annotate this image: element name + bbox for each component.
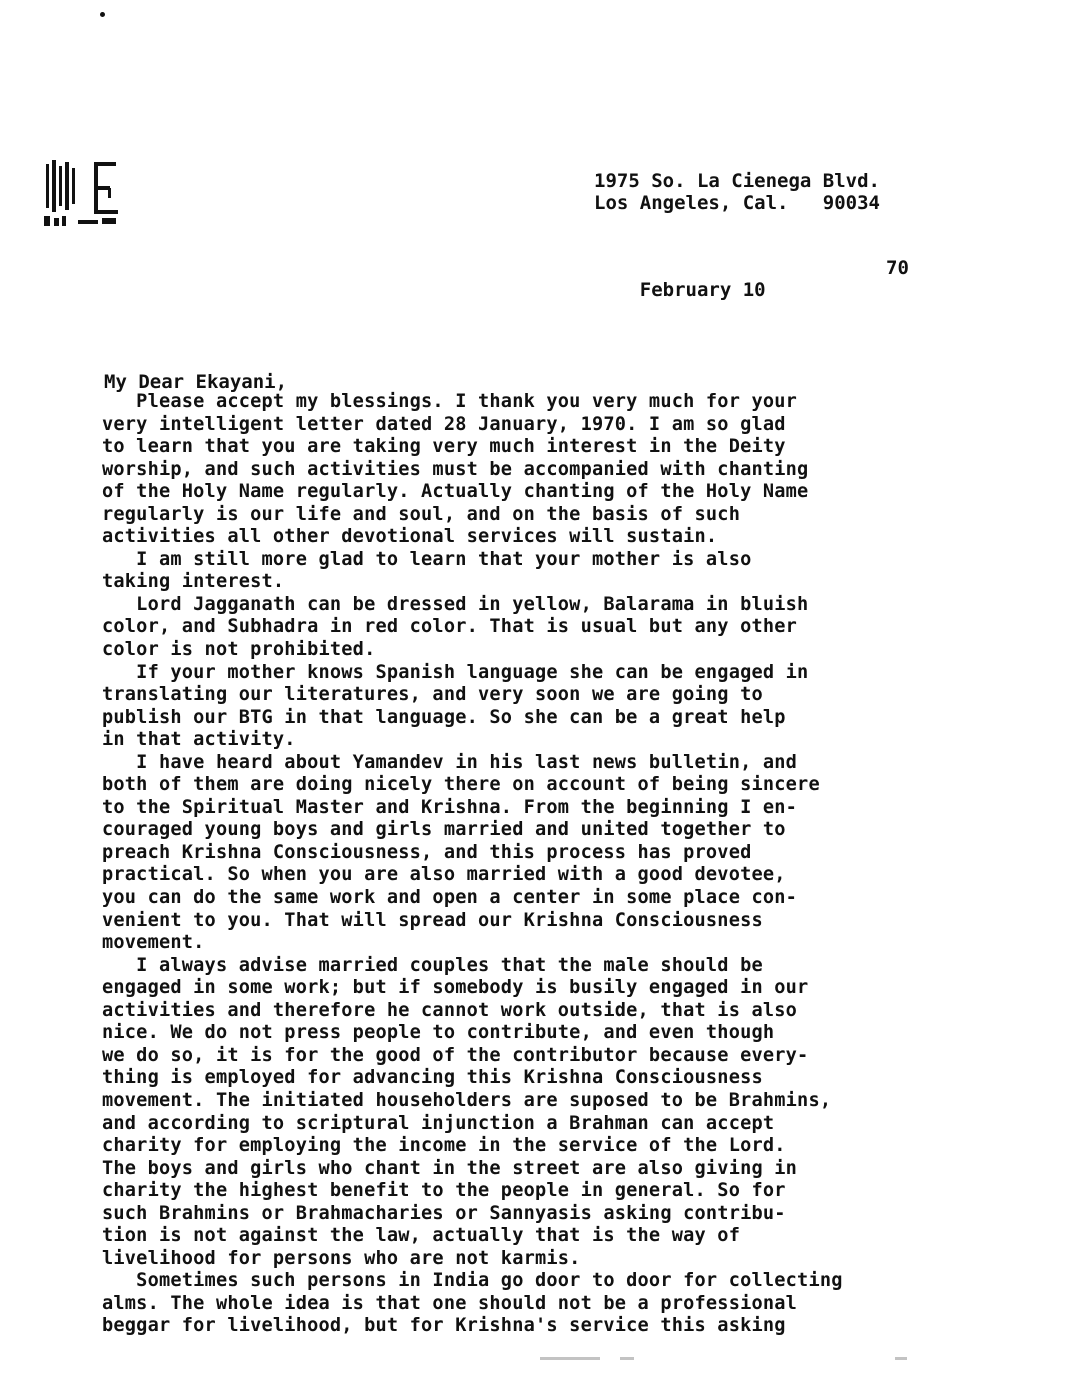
body-line: you can do the same work and open a center in some place con- bbox=[102, 887, 798, 909]
body-line: beggar for livelihood, but for Krishna's service this asking bbox=[102, 1315, 786, 1337]
body-line: alms. The whole idea is that one should not be a professional bbox=[102, 1292, 798, 1314]
body-line: tion is not against the law, actually that is the way of bbox=[102, 1225, 741, 1247]
address-line-1: 1975 So. La Cienega Blvd. bbox=[594, 170, 880, 192]
body-line: publish our BTG in that language. So she can be a great help bbox=[102, 706, 786, 728]
address-line-2: Los Angeles, Cal. 90034 bbox=[594, 192, 880, 214]
body-line: color is not prohibited. bbox=[102, 639, 376, 661]
body-line: such Brahmins or Brahmacharies or Sannyasis asking contribu- bbox=[102, 1202, 786, 1224]
body-line: charity for employing the income in the service of the Lord. bbox=[102, 1135, 786, 1157]
body-line: nice. We do not press people to contribute, and even though bbox=[102, 1022, 775, 1044]
body-line: venient to you. That will spread our Krishna Consciousness bbox=[102, 909, 763, 931]
bottom-smudge bbox=[620, 1357, 634, 1360]
body-line: worship, and such activities must be accompanied with chanting bbox=[102, 458, 809, 480]
bottom-smudge bbox=[540, 1357, 600, 1360]
salutation: My Dear Ekayani, bbox=[104, 371, 288, 393]
body-line: I have heard about Yamandev in his last news bulletin, and bbox=[102, 751, 798, 773]
date-month-day: February 10 bbox=[639, 279, 766, 301]
body-line: activities all other devotional services will sustain. bbox=[102, 526, 718, 548]
body-line: thing is employed for advancing this Krishna Consciousness bbox=[102, 1067, 763, 1089]
body-line: in that activity. bbox=[102, 729, 296, 751]
body-line: to the Spiritual Master and Krishna. From the beginning I en- bbox=[102, 796, 798, 818]
body-line: couraged young boys and girls married and united together to bbox=[102, 819, 786, 841]
body-line: Lord Jagganath can be dressed in yellow, Balarama in bluish bbox=[102, 593, 809, 615]
body-line: engaged in some work; but if somebody is busily engaged in our bbox=[102, 977, 809, 999]
body-line: Sometimes such persons in India go door to door for collecting bbox=[102, 1270, 843, 1292]
body-line: very intelligent letter dated 28 January, 1970. I am so glad bbox=[102, 413, 786, 435]
body-line: practical. So when you are also married with a good devotee, bbox=[102, 864, 786, 886]
body-line: translating our literatures, and very soon we are going to bbox=[102, 684, 763, 706]
body-line: we do so, it is for the good of the contributor because every- bbox=[102, 1044, 809, 1066]
body-line: preach Krishna Consciousness, and this process has proved bbox=[102, 841, 752, 863]
body-line: color, and Subhadra in red color. That is usual but any other bbox=[102, 616, 798, 638]
sender-address bbox=[594, 170, 880, 214]
body-line: to learn that you are taking very much interest in the Deity bbox=[102, 436, 786, 458]
body-line: and according to scriptural injunction a Brahman can accept bbox=[102, 1112, 775, 1134]
body-line: movement. The initiated householders are suposed to be Brahmins, bbox=[102, 1089, 832, 1111]
body-line: both of them are doing nicely there on account of being sincere bbox=[102, 774, 820, 796]
body-line: I am still more glad to learn that your mother is also bbox=[102, 548, 752, 570]
body-line: of the Holy Name regularly. Actually chanting of the Holy Name bbox=[102, 481, 809, 503]
body-line: movement. bbox=[102, 932, 205, 954]
body-line: regularly is our life and soul, and on the basis of such bbox=[102, 503, 741, 525]
date-year: 70 bbox=[886, 257, 909, 279]
body-line: The boys and girls who chant in the street are also giving in bbox=[102, 1157, 798, 1179]
body-line: If your mother knows Spanish language she can be engaged in bbox=[102, 661, 809, 683]
body-line: charity the highest benefit to the people in general. So for bbox=[102, 1180, 786, 1202]
body-line: activities and therefore he cannot work outside, that is also bbox=[102, 999, 798, 1021]
letter-body bbox=[102, 391, 962, 1338]
letterhead-seal-icon bbox=[42, 158, 132, 238]
bottom-smudge bbox=[895, 1357, 907, 1360]
body-line: livelihood for persons who are not karmis. bbox=[102, 1247, 581, 1269]
body-line: taking interest. bbox=[102, 571, 285, 593]
body-line: Please accept my blessings. I thank you very much for your bbox=[102, 391, 798, 412]
letter-date bbox=[594, 257, 909, 345]
body-line: I always advise married couples that the male should be bbox=[102, 954, 763, 976]
paper-speck bbox=[100, 12, 105, 17]
